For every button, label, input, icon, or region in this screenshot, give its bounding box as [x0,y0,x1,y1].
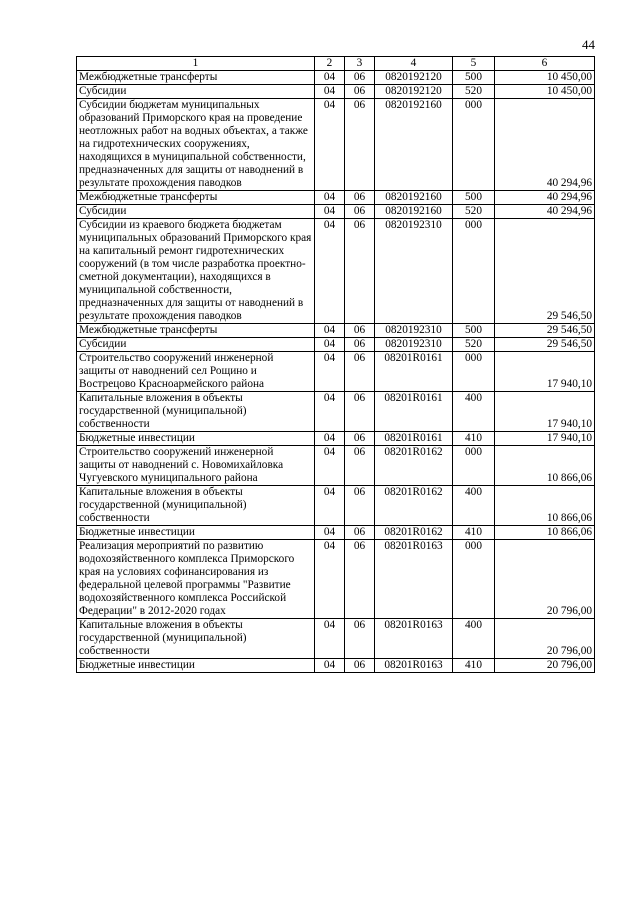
expense-type-cell: 000 [453,446,495,486]
amount-cell: 40 294,96 [495,191,595,205]
expense-type-cell: 500 [453,191,495,205]
table-row [77,446,595,486]
section-code-cell: 04 [315,392,345,432]
target-article-cell: 08201R0162 [375,526,453,540]
section-code-cell: 04 [315,432,345,446]
target-article-cell: 08201R0161 [375,352,453,392]
table-row [77,659,595,673]
expense-name-cell: Капитальные вложения в объекты государственной (муниципальной) собственности [77,486,315,526]
subsection-code-cell: 06 [345,526,375,540]
table-row [77,486,595,526]
subsection-code-cell: 06 [345,432,375,446]
amount-cell: 10 866,06 [495,446,595,486]
section-code-cell: 04 [315,324,345,338]
expense-type-cell: 000 [453,352,495,392]
target-article-cell: 0820192120 [375,71,453,85]
amount-cell: 20 796,00 [495,619,595,659]
expense-name-cell: Строительство сооружений инженерной защиты от наводнений сел Рощино и Вострецово Красноармейского района [77,352,315,392]
amount-cell: 10 450,00 [495,71,595,85]
amount-cell: 29 546,50 [495,219,595,324]
amount-cell: 29 546,50 [495,324,595,338]
table-row [77,219,595,324]
expense-name-cell: Бюджетные инвестиции [77,526,315,540]
expense-name-cell: Капитальные вложения в объекты государственной (муниципальной) собственности [77,392,315,432]
section-code-cell: 04 [315,526,345,540]
table-row [77,352,595,392]
expense-type-cell: 520 [453,338,495,352]
expense-type-cell: 000 [453,540,495,619]
target-article-cell: 08201R0163 [375,659,453,673]
expense-type-cell: 000 [453,99,495,191]
subsection-code-cell: 06 [345,324,375,338]
header-cell: 3 [345,57,375,71]
header-cell: 4 [375,57,453,71]
header-cell: 2 [315,57,345,71]
amount-cell: 40 294,96 [495,99,595,191]
target-article-cell: 08201R0162 [375,486,453,526]
section-code-cell: 04 [315,540,345,619]
target-article-cell: 08201R0163 [375,540,453,619]
table-row [77,71,595,85]
budget-table-body [77,57,595,673]
expense-name-cell: Субсидии [77,85,315,99]
subsection-code-cell: 06 [345,338,375,352]
subsection-code-cell: 06 [345,99,375,191]
expense-type-cell: 400 [453,619,495,659]
expense-type-cell: 410 [453,432,495,446]
section-code-cell: 04 [315,338,345,352]
target-article-cell: 0820192160 [375,191,453,205]
amount-cell: 20 796,00 [495,659,595,673]
expense-name-cell: Межбюджетные трансферты [77,324,315,338]
table-row [77,338,595,352]
amount-cell: 10 866,06 [495,526,595,540]
expense-name-cell: Бюджетные инвестиции [77,659,315,673]
expense-type-cell: 000 [453,219,495,324]
target-article-cell: 0820192310 [375,324,453,338]
expense-type-cell: 520 [453,85,495,99]
table-row [77,205,595,219]
amount-cell: 20 796,00 [495,540,595,619]
table-row [77,540,595,619]
expense-type-cell: 400 [453,392,495,432]
section-code-cell: 04 [315,486,345,526]
section-code-cell: 04 [315,659,345,673]
table-row [77,526,595,540]
subsection-code-cell: 06 [345,659,375,673]
section-code-cell: 04 [315,71,345,85]
subsection-code-cell: 06 [345,446,375,486]
header-cell: 5 [453,57,495,71]
section-code-cell: 04 [315,446,345,486]
subsection-code-cell: 06 [345,191,375,205]
target-article-cell: 0820192120 [375,85,453,99]
subsection-code-cell: 06 [345,392,375,432]
expense-name-cell: Субсидии бюджетам муниципальных образований Приморского края на проведение неотложных работ на водных объектах, а также на гидротехнических сооружениях, находящихся в муниципальной собственности, предназначенных для защиты от наводнений в результате прохождения паводков [77,99,315,191]
header-cell: 1 [77,57,315,71]
table-row [77,432,595,446]
expense-type-cell: 500 [453,324,495,338]
target-article-cell: 08201R0163 [375,619,453,659]
subsection-code-cell: 06 [345,486,375,526]
expense-name-cell: Капитальные вложения в объекты государственной (муниципальной) собственности [77,619,315,659]
target-article-cell: 08201R0161 [375,432,453,446]
section-code-cell: 04 [315,99,345,191]
expense-name-cell: Межбюджетные трансферты [77,71,315,85]
header-cell: 6 [495,57,595,71]
section-code-cell: 04 [315,205,345,219]
subsection-code-cell: 06 [345,352,375,392]
amount-cell: 10 450,00 [495,85,595,99]
table-row [77,99,595,191]
section-code-cell: 04 [315,191,345,205]
subsection-code-cell: 06 [345,540,375,619]
expense-type-cell: 410 [453,659,495,673]
section-code-cell: 04 [315,219,345,324]
page-number: 44 [582,37,595,52]
expense-name-cell: Реализация мероприятий по развитию водохозяйственного комплекса Приморского края на условиях софинансирования из федеральной целевой программы "Развитие водохозяйственного комплекса Российской Федерации" в 2012-2020 годах [77,540,315,619]
expense-type-cell: 400 [453,486,495,526]
expense-name-cell: Субсидии из краевого бюджета бюджетам муниципальных образований Приморского края на капитальный ремонт гидротехнических сооружений (в том числе разработка проектно-сметной документации), находящихся в муниципальной собственности, предназначенных для защиты от наводнений в результате прохождения паводков [77,219,315,324]
section-code-cell: 04 [315,85,345,99]
table-row [77,619,595,659]
budget-table [76,56,595,673]
expense-name-cell: Субсидии [77,338,315,352]
table-header-row [77,57,595,71]
table-row [77,85,595,99]
amount-cell: 17 940,10 [495,352,595,392]
target-article-cell: 0820192310 [375,219,453,324]
table-row [77,324,595,338]
subsection-code-cell: 06 [345,619,375,659]
table-row [77,191,595,205]
expense-type-cell: 500 [453,71,495,85]
subsection-code-cell: 06 [345,205,375,219]
amount-cell: 17 940,10 [495,392,595,432]
target-article-cell: 08201R0161 [375,392,453,432]
expense-name-cell: Бюджетные инвестиции [77,432,315,446]
target-article-cell: 0820192310 [375,338,453,352]
amount-cell: 17 940,10 [495,432,595,446]
expense-type-cell: 520 [453,205,495,219]
table-row [77,392,595,432]
target-article-cell: 08201R0162 [375,446,453,486]
expense-name-cell: Строительство сооружений инженерной защиты от наводнений с. Новомихайловка Чугуевского муниципального района [77,446,315,486]
section-code-cell: 04 [315,352,345,392]
subsection-code-cell: 06 [345,71,375,85]
expense-name-cell: Межбюджетные трансферты [77,191,315,205]
subsection-code-cell: 06 [345,219,375,324]
amount-cell: 10 866,06 [495,486,595,526]
expense-name-cell: Субсидии [77,205,315,219]
target-article-cell: 0820192160 [375,205,453,219]
amount-cell: 40 294,96 [495,205,595,219]
subsection-code-cell: 06 [345,85,375,99]
amount-cell: 29 546,50 [495,338,595,352]
expense-type-cell: 410 [453,526,495,540]
target-article-cell: 0820192160 [375,99,453,191]
section-code-cell: 04 [315,619,345,659]
